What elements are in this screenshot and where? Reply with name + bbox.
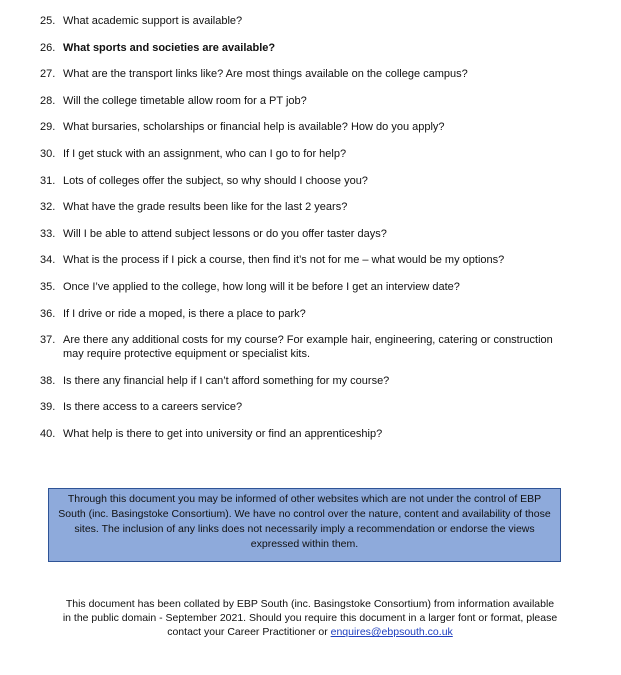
question-number: 28. xyxy=(40,94,56,107)
question-item xyxy=(40,67,570,81)
question-text: What help is there to get into university or find an apprenticeship? xyxy=(63,427,383,440)
question-list xyxy=(40,14,570,454)
question-text: Is there any financial help if I can’t afford something for my course? xyxy=(63,374,390,387)
question-text: Will I be able to attend subject lessons or do you offer taster days? xyxy=(63,227,387,240)
question-number: 32. xyxy=(40,201,56,214)
question-number: 25. xyxy=(40,15,56,27)
question-text: What are the transport links like? Are most things available on the college campus? xyxy=(63,68,468,81)
question-item xyxy=(40,200,570,214)
question-item xyxy=(40,427,570,441)
question-text: What is the process if I pick a course, then find it’s not for me – what would be my options? xyxy=(63,254,505,267)
disclaimer-box xyxy=(48,488,561,562)
question-item xyxy=(40,227,570,241)
question-item xyxy=(40,120,570,134)
email-link[interactable]: enquires@ebpsouth.co.uk xyxy=(330,626,453,638)
question-text: If I get stuck with an assignment, who can I go to for help? xyxy=(63,147,347,160)
question-number: 40. xyxy=(40,427,56,440)
question-number: 38. xyxy=(40,374,56,387)
question-item xyxy=(40,280,570,294)
question-number: 33. xyxy=(40,227,56,240)
question-text: Is there access to a careers service? xyxy=(63,401,243,414)
question-text: What bursaries, scholarships or financial help is available? How do you apply? xyxy=(63,121,445,134)
question-number: 37. xyxy=(40,334,56,347)
question-text: Once I’ve applied to the college, how long will it be before I get an interview date? xyxy=(63,280,460,293)
question-number: 39. xyxy=(40,401,56,414)
question-item xyxy=(40,253,570,267)
question-number: 26. xyxy=(40,41,56,54)
question-number: 29. xyxy=(40,121,56,134)
question-text: Will the college timetable allow room for a PT job? xyxy=(63,94,307,107)
question-item xyxy=(40,307,570,321)
question-item xyxy=(40,174,570,188)
question-text: What sports and societies are available? xyxy=(63,41,276,54)
question-item xyxy=(40,94,570,108)
question-item xyxy=(40,333,570,361)
footer-text: This document has been collated by EBP South (inc. Basingstoke Consortium) from information available in the public domain - September 2021. Should you require this document in a larger font or format, please contact your Career Practitioner or xyxy=(62,598,558,638)
question-text: Lots of colleges offer the subject, so why should I choose you? xyxy=(63,174,368,187)
question-text: What have the grade results been like for the last 2 years? xyxy=(63,201,348,214)
question-item xyxy=(40,400,570,414)
question-item xyxy=(40,41,570,55)
question-text: If I drive or ride a moped, is there a place to park? xyxy=(63,307,306,320)
question-number: 30. xyxy=(40,147,56,160)
question-text: Are there any additional costs for my course? For example hair, engineering, catering or construction may require protective equipment or specialist kits. xyxy=(63,334,553,361)
question-number: 34. xyxy=(40,254,56,267)
question-number: 31. xyxy=(40,174,56,187)
question-number: 35. xyxy=(40,280,56,293)
footer-note xyxy=(62,597,558,639)
question-item xyxy=(40,374,570,388)
disclaimer-text: Through this document you may be informed of other websites which are not under the control of EBP South (inc. Basingstoke Consortium). We have no control over the nature, content and availability of those sites. The inclusion of any links does not necessarily imply a recommendation or endorse the views expressed within them. xyxy=(58,493,551,550)
question-text: What academic support is available? xyxy=(63,15,243,27)
question-item xyxy=(40,14,570,28)
question-number: 36. xyxy=(40,307,56,320)
question-item xyxy=(40,147,570,161)
question-number: 27. xyxy=(40,68,56,81)
